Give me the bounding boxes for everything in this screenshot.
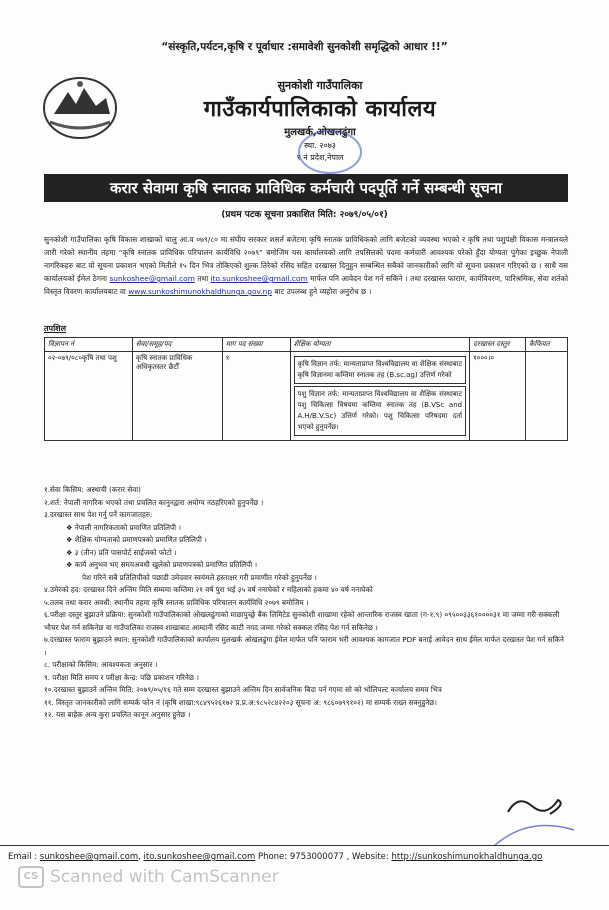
document-item: ❖ कार्य अनुभव भए समयअवधी खुलेको प्रमाणपत्रको प्रमाणित प्रतिलिपी । — [66, 560, 258, 569]
qualification-agriculture: कृषि विज्ञान तर्फ: मान्यताप्राप्त विश्वविद्यालय वा शैक्षिक संस्थाबाट कृषि विज्ञानमा कम्तिमा स्नातक तह (B.sc.ag) उत्तिर्ण गरेको — [294, 356, 467, 384]
watermark-text: Scanned with CamScanner — [50, 867, 279, 887]
col-qualification: शैक्षिक योग्यता — [290, 338, 470, 352]
intro-text: सुनकोशी गाउँपालिका कृषि विकास शाखाको चालु आ.व ०७९/८० मा संघीय सरकार शसर्त बजेटमा कृषि स्नातक प्राविधिकको लागि बजेटको व्यवस्था भएको र कृषि तथा पशुपंक्षी विकास मन्त्रालयले जारी गरेको स्थानीय तहमा “कृषि स्नातक प्राविधिक परिचालन कार्यविधि २०७९” बमोजिम यस कार्यालयको लागि तपसिलको पदमा कर्मचारी आवश्यक परेको हुँदा योग्यता पुगेका इच्छुक नेपाली नागरिकहरु बाट यो सूचना प्रकाशन भएको मितीले १५ दिन भित्र तोकिएको शुल्क तिरेको रसिद सहित दरखास्त दिनुहुन सम्बन्धित सबैको जानकारीको लागि यो सूचना प्रकाशन गरिएको छ । साथै यस कार्यालयको ईमेल ठेगना — [44, 235, 568, 283]
nepal-emblem-icon — [40, 72, 120, 142]
signature-stamp-icon — [488, 790, 578, 850]
table-header-row — [45, 338, 568, 352]
document-item: ❖ नेपाली नागरिकताको प्रमाणित प्रतिलिपी । — [66, 522, 181, 532]
footer-email-1[interactable]: sunkoshee@gmail.com — [39, 852, 139, 862]
document-item: ❖ ३ (तीन) प्रति पासपोर्ट साईजको फोटो । — [66, 547, 177, 557]
table-row — [45, 352, 568, 441]
intro-end: बाट उपलब्ध हुने व्यहोरा अनुरोध छ । — [274, 287, 372, 296]
province: १ नं प्रदेश,नेपाल — [296, 153, 344, 162]
term-item: ४.उमेरको हद: दरखास्त दिने अन्तिम मिति सम्ममा कम्तिमा २१ वर्ष पुरा भई ३५ वर्ष ननाघेको र महिलाको हकमा ४० वर्ष ननाघेको — [44, 585, 373, 594]
cell-qualification — [290, 352, 470, 441]
details-label: तपशिल — [44, 324, 67, 333]
term-item: ९. परीक्षा मिति समय र परीक्षा केन्द्र: पछि प्रकाशन गरिनेछ । — [44, 672, 199, 682]
term-item: १.सेवा किसिम: अस्थायी (करार सेवा) — [44, 485, 141, 494]
notice-title: करार सेवामा कृषि स्नातक प्राविधिक कर्मचारी पदपूर्ति गर्ने सम्बन्धी सूचना — [44, 174, 568, 202]
website-link[interactable]: www.sunkoshimunokhaldhunga.gov.np — [128, 287, 273, 296]
email-link[interactable]: sunkoshee@gmail.com — [109, 274, 195, 283]
term-item: ६.परीक्षा दस्तुर बुझाउने प्रक्रिया: सुनकोशी गाउँपालिकाको ओखलढुंगाको माछापुच्छ्रे बैंक लिमिटेड सुनकोशी शाखामा रहेको आन्तारिक राजस्व खाता (ग-१.९) ०९५००३३६१००००३१ मा जम्मा गरी सक्कली भौचर पेश गर्न सकिनेछ वा गाउँपालिका राजस्व शाखाबाट आम्दानी रसिद काटी नगद जम्मा गरेको सक्कल रसिद पेश गर्न सकिनेछ । — [44, 610, 560, 632]
term-item: ८. परीक्षाको किसिम: आवश्यकता अनुसार । — [44, 660, 158, 669]
cell-count: १ — [222, 352, 290, 441]
office-name: गाउँकार्यपालिकाको कार्यालय — [203, 97, 437, 122]
cell-remarks — [526, 352, 568, 441]
term-item: ५.तलब तथा करार अवधी: स्थानीय तहमा कृषि स्नातक प्राविधिक परिचालन कार्यविधि २०७९ बमोजिम । — [44, 597, 309, 607]
footer-phone: Phone: 9753000077 , Website: — [255, 852, 392, 862]
motto: “संस्कृति,पर्यटन,कृषि र पूर्वाधार :समावेशी सुनकोशी समृद्धिको आधार !!” — [161, 41, 448, 53]
col-service: सेवा/समूह/पद — [132, 338, 222, 352]
col-remarks: कैफियत — [526, 338, 568, 352]
office-address: मुलखर्क,ओखलढुंगा — [284, 127, 356, 138]
email-link-2[interactable]: ito.sunkoshee@gmail.com — [210, 274, 308, 283]
established-year: स्था. २०७३ — [304, 141, 336, 150]
document-note: पेश गरिने सबै प्रतिलिपीको पछाडी उमेदवार स्वयंमले हस्ताक्षर गरी प्रमाणीत गरेको हुनुपर्नेछ । — [82, 572, 317, 582]
term-item: ११. विस्तृत जानकारीको लागि सम्पर्क फोन नं (कृषि शाखा:९८४९५२६१७२ प्र.प्र.अ:९८५२८४२२०३ सूचना अ: ९८६०७९९१०२) मा सम्पर्क राख्न सक्नुहुनेछ। — [44, 697, 438, 707]
footer-email-label: Email : — [8, 852, 40, 862]
term-item: २.शर्त: नेपाली नागरिक भएको तथा प्रचलित कानुनद्वारा अयोग्य नठहरिएको हुनुपर्नेछ । — [44, 497, 264, 507]
intro-paragraph — [44, 233, 568, 298]
camscanner-watermark — [18, 866, 279, 888]
org-name: सुनकोशी गाउँपालिका — [277, 79, 363, 92]
intro-mid: तथा — [197, 274, 209, 283]
term-item: ७.दरखास्त फाराम बुझाउने स्थान: सुनकोशी गाउँपालिकाको कार्यालय मुलखर्क ओखलढुंगा ईमेल मार्फत पनि फाराम भरी आवश्यक कागजात PDF बनाई आवेदन साथ ईमेल मार्फत दरखास्त पेश गर्न सकिने । — [44, 635, 564, 657]
publish-date: (प्रथम पटक सूचना प्रकाशित मिति: २०७९/०५/०१) — [221, 210, 388, 220]
footer-divider — [0, 845, 609, 846]
col-count: माग पद संख्या — [222, 338, 290, 352]
terms-list — [44, 484, 568, 722]
col-ad-no: विज्ञापन नं — [45, 338, 133, 352]
document-item: ❖ शैक्षिक योग्यताको प्रमाणपत्रको प्रमाणित प्रतिलिपी । — [66, 535, 207, 544]
vacancy-table — [44, 337, 568, 441]
office-stamp-icon — [298, 130, 362, 174]
col-fee: दरखास्त दस्तुर — [470, 338, 526, 352]
cell-ad-no: ०२-०७९/०८०कृषि तथा पशु — [45, 352, 133, 441]
footer-email-2[interactable]: ito.sunkoshee@gmail.com — [143, 852, 256, 862]
cell-fee: १०००।० — [470, 352, 526, 441]
term-item: १०.दरखास्त बुझाउने अन्तिम मिति: २०७९/०५/१६ गते सम्म दरखास्त बुझाउने अन्तिम दिन सार्वजनिक बिदा पर्न गएमा सो को भोलिपल्ट कार्यालय समय भित्र — [44, 685, 442, 694]
term-item: ३.दरखास्त साथ पेश गर्नु पर्ने कागजातहरु: — [44, 510, 153, 519]
footer-sep: , — [138, 852, 144, 862]
intro-mid-2: मार्फत पनि आवेदन पेश गर्न सकिने । तथा दरखास्त फाराम, कार्यविवरण, पारिश्रमिक, सेवा शर्तको विस्तृत विवरण कार्यालयबाट वा — [44, 274, 568, 296]
qualification-veterinary: पशु विज्ञान तर्फ: मान्यताप्राप्त विश्वविद्यालय वा शैक्षिक संस्थाबाट पशु चिकित्सा विषयमा कम्तिमा स्नातक तह (B.VSc and A.H/B.V.Sc) उत्तिर्ण गरेको। पशु चिकित्सा परिषदमा दर्ता भएको हुनुपर्नेछ। — [294, 386, 467, 436]
term-item: १२. यस बाहेक अन्य कुरा प्रचलित कानून अनुसार हुनेछ । — [44, 710, 191, 719]
footer-website[interactable]: http://sunkoshimunokhaldhunga.go — [391, 852, 543, 862]
cell-service: कृषि स्नातक प्राविधिक अधिकृतस्तर छैटौँ — [132, 352, 222, 441]
camscanner-icon: CS — [18, 866, 44, 888]
footer — [8, 852, 608, 862]
